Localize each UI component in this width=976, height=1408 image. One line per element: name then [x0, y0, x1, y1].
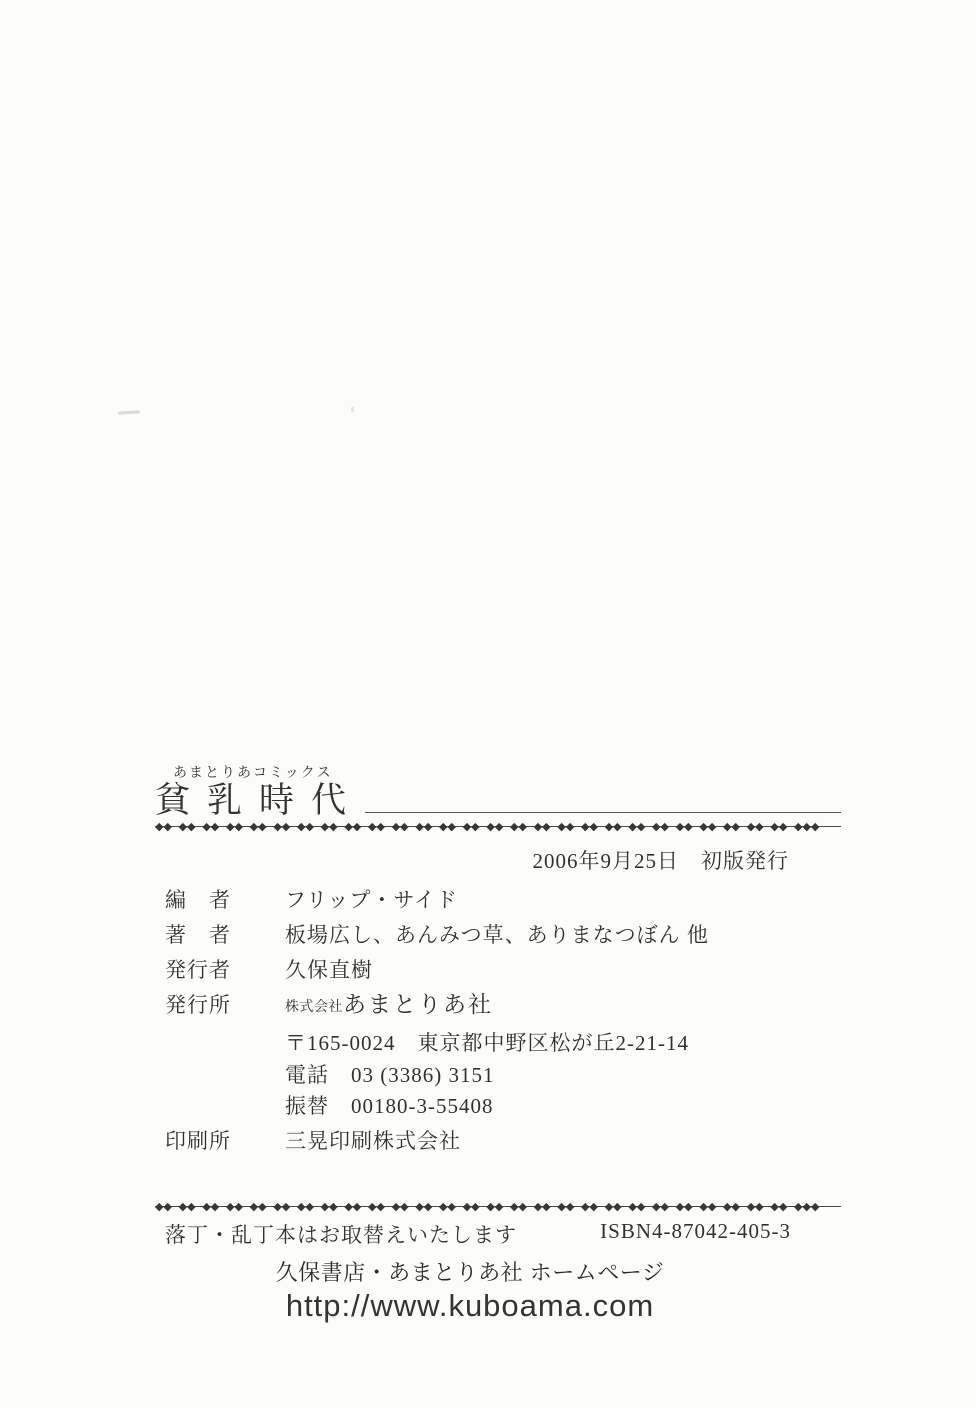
replacement-notice: 落丁・乱丁本はお取替えいたします — [165, 1222, 517, 1247]
row-value — [285, 992, 841, 1021]
book-title: 貧乳時代 — [155, 781, 364, 820]
row-value: フリップ・サイド — [285, 887, 458, 912]
row-label: 発行所 — [165, 992, 231, 1017]
row-value: 板場広し、あんみつ草、ありまなつぼん 他 — [285, 922, 709, 947]
title-rule-line — [365, 812, 841, 813]
row-label — [155, 1062, 285, 1088]
row-author — [155, 922, 841, 948]
site-footer — [0, 1256, 940, 1324]
row-label — [155, 1030, 285, 1056]
row-publisher-person — [155, 957, 841, 983]
row-value: 〒165-0024 東京都中野区松が丘2-21-14 — [285, 1030, 689, 1055]
row-address — [155, 1030, 841, 1056]
row-value: 電話 03 (3386) 3151 — [285, 1062, 495, 1087]
edition-date: 2006年9月25日 初版発行 — [532, 848, 789, 873]
row-value: 振替 00180-3-55408 — [285, 1093, 494, 1118]
row-printer — [155, 1128, 841, 1154]
title-row — [155, 783, 841, 820]
isbn-number: ISBN4-87042-405-3 — [600, 1218, 791, 1243]
series-label: あまとりあコミックス — [173, 764, 333, 780]
row-label: 印刷所 — [165, 1128, 231, 1153]
homepage-label: 久保書店・あまとりあ社 ホームページ — [275, 1260, 665, 1285]
scan-artifact — [351, 407, 354, 412]
scan-artifact — [118, 410, 140, 415]
row-value: 久保直樹 — [285, 957, 373, 982]
row-phone — [155, 1062, 841, 1088]
row-publisher-company — [155, 992, 841, 1021]
row-label — [155, 1093, 285, 1119]
diamond-divider-top: ◆◆ ◆◆ ◆◆ ◆◆ ◆◆ ◆◆ ◆◆ ◆◆ ◆◆ ◆◆ ◆◆ ◆◆ ◆◆ ◆◆ ◆◆ ◆◆ ◆◆ ◆◆ ◆◆ ◆◆ ◆◆ ◆◆ ◆◆ ◆◆ ◆◆ ◆◆ ◆◆ ◆◆◆ — [155, 821, 841, 833]
company-type-prefix: 株式会社 — [285, 999, 343, 1015]
row-value: 三晃印刷株式会社 — [285, 1128, 461, 1153]
row-editor — [155, 887, 841, 913]
row-label: 著 者 — [165, 922, 231, 947]
diamond-divider-bottom: ◆◆ ◆◆ ◆◆ ◆◆ ◆◆ ◆◆ ◆◆ ◆◆ ◆◆ ◆◆ ◆◆ ◆◆ ◆◆ ◆◆ ◆◆ ◆◆ ◆◆ ◆◆ ◆◆ ◆◆ ◆◆ ◆◆ ◆◆ ◆◆ ◆◆ ◆◆ ◆◆ ◆◆◆ — [155, 1201, 841, 1213]
row-label: 編 者 — [165, 887, 231, 912]
colophon-block — [155, 762, 841, 1249]
notice-row — [155, 1219, 841, 1249]
row-postal-transfer — [155, 1093, 841, 1119]
company-name: あまとりあ社 — [343, 991, 493, 1017]
colophon-rows — [155, 887, 841, 1154]
row-label: 発行者 — [165, 957, 231, 982]
homepage-url: http://www.kuboama.com — [285, 1288, 655, 1323]
